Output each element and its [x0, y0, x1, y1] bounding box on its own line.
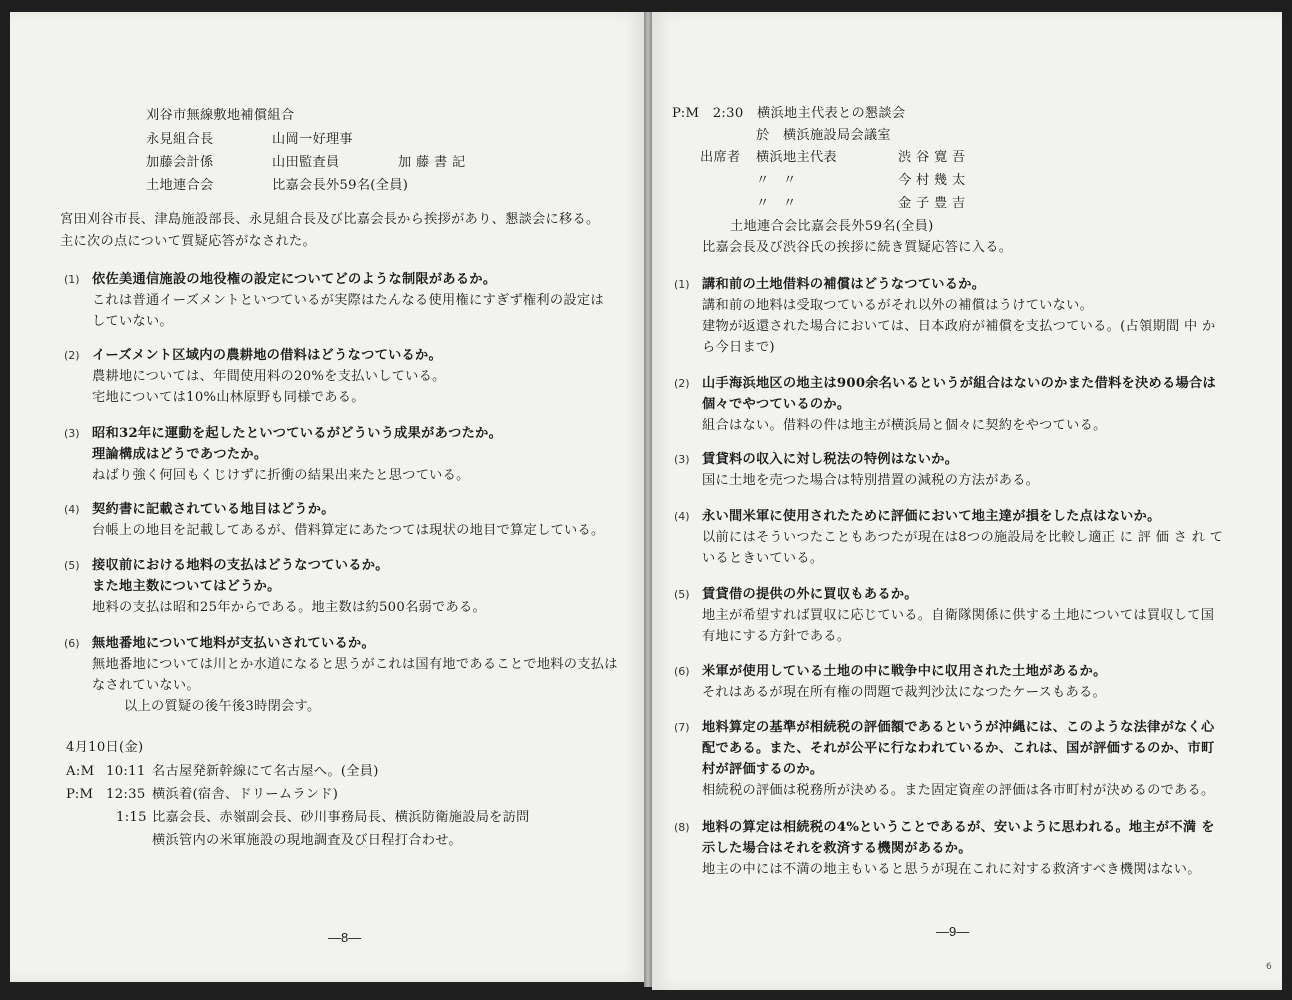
- question-number: (2): [674, 377, 690, 390]
- answer-text: ねばり強く何回もくじけずに折衝の結果出来たと思つている。: [92, 468, 470, 483]
- answer-text: ら今日まで): [702, 340, 775, 355]
- answer-text: いるときいている。: [702, 551, 824, 566]
- answer-text: 組合はない。借料の件は地主が横浜局と個々に契約をやつている。: [702, 418, 1107, 433]
- page-number: —8—: [328, 930, 362, 945]
- meeting-header: P:M 2:30 横浜地主代表との懇談会: [672, 106, 906, 121]
- question-number: (4): [674, 510, 690, 523]
- answer-text: 相続税の評価は税務所が決める。また固定資産の評価は各市町村が決めるのである。: [702, 783, 1215, 798]
- intro-line: 比嘉会長及び渋谷氏の挨拶に続き質疑応答に入る。: [702, 240, 1013, 255]
- attendee-name: 渋 谷 寛 吾: [898, 150, 966, 165]
- question-text: 米軍が使用している土地の中に戦争中に収用された土地があるか。: [702, 664, 1107, 679]
- answer-text: 以前にはそういつたこともあつたが現在は8つの施設局を比較し適正 に 評 価 さ れ て: [702, 530, 1224, 545]
- schedule-text: 比嘉会長、赤嶺副会長、砂川事務局長、横浜防衛施設局を訪問: [152, 810, 530, 825]
- answer-text: これは普通イーズメントといつているが実際はたんなる使用権にすぎず権利の設定は: [92, 293, 604, 308]
- schedule-text: 横浜着(宿舎、ドリームランド): [152, 787, 339, 802]
- question-text: 地料算定の基準が相続税の評価額であるというが沖縄には、このような法律がなく心: [702, 720, 1215, 735]
- question-number: (5): [64, 559, 80, 572]
- attendees-label: 出席者: [700, 150, 741, 165]
- schedule-text: 名古屋発新幹線にて名古屋へ。(全員): [152, 764, 379, 779]
- question-text: 理論構成はどうであつたか。: [92, 447, 268, 462]
- answer-text: 講和前の地料は受取つているがそれ以外の補償はうけていない。: [702, 298, 1094, 313]
- member-value: 山岡一好理事: [272, 132, 353, 147]
- question-text: 山手海浜地区の地主は900余名いるというが組合はないのかまた借料を決める場合は: [702, 376, 1216, 391]
- question-text: 示した場合はそれを救済する機関があるか。: [702, 841, 972, 856]
- schedule-ampm: P:M: [66, 787, 94, 802]
- question-number: (8): [674, 821, 690, 834]
- member-label: 永見組合長: [146, 132, 214, 147]
- question-number: (1): [674, 278, 690, 291]
- right-page: [652, 12, 1282, 990]
- intro-line: 宮田刈谷市長、津島施設部長、永見組合長及び比嘉会長から挨拶があり、懇談会に移る。: [60, 212, 600, 227]
- meeting-venue: 於 横浜施設局会議室: [756, 128, 891, 143]
- question-text: 賃貸借の提供の外に買収もあるか。: [702, 587, 918, 602]
- schedule-time: 1:15: [116, 810, 147, 825]
- answer-text: 有地にする方針である。: [702, 629, 851, 644]
- answer-text: 台帳上の地目を記載してあるが、借料算定にあたつては現状の地目で算定している。: [92, 523, 605, 538]
- answer-text: 地主の中には不満の地主もいると思うが現在これに対する救済すべき機関はない。: [702, 862, 1201, 877]
- question-text: イーズメント区域内の農耕地の借料はどうなつているか。: [92, 348, 443, 363]
- question-text: 依佐美通信施設の地役権の設定についてどのような制限があるか。: [92, 272, 497, 287]
- ditto-mark: 〃 〃: [756, 196, 797, 211]
- question-text: 配である。また、それが公平に行なわれているか、これは、国が評価するのか、市町: [702, 741, 1215, 756]
- schedule-time: 10:11: [106, 764, 146, 779]
- question-text: 講和前の土地借料の補償はどうなつているか。: [702, 277, 986, 292]
- answer-text: 無地番地については川とか水道になると思うがこれは国有地であることで地料の支払は: [92, 657, 618, 672]
- attendees-extra: 土地連合会比嘉会長外59名(全員): [730, 219, 934, 234]
- question-number: (1): [64, 273, 80, 286]
- answer-text: 地主が希望すれば買収に応じている。自衛隊関係に供する土地については買収して国: [702, 608, 1215, 623]
- ditto-mark: 〃 〃: [756, 173, 797, 188]
- question-text: また地主数についてはどうか。: [92, 579, 281, 594]
- page-number: —9—: [936, 924, 970, 939]
- member-label: 土地連合会: [146, 178, 214, 193]
- member-value: 山田監査員: [272, 155, 340, 170]
- question-text: 賃貸料の収入に対し税法の特例はないか。: [702, 452, 959, 467]
- answer-text: 国に土地を売つた場合は特別措置の減税の方法がある。: [702, 473, 1040, 488]
- question-text: 昭和32年に運動を起したといつているがどういう成果があつたか。: [92, 426, 503, 441]
- attendees-group: 横浜地主代表: [756, 150, 837, 165]
- answer-text: 建物が返還された場合においては、日本政府が補償を支払つている。(占領期間 中 か: [702, 319, 1216, 334]
- question-text: 無地番地について地料が支払いされているか。: [92, 636, 375, 651]
- question-number: (4): [64, 503, 80, 516]
- question-number: (5): [674, 588, 690, 601]
- answer-text: 宅地については10%山林原野も同様である。: [92, 390, 365, 405]
- question-text: 個々でやつているのか。: [702, 397, 851, 412]
- question-text: 地料の算定は相続税の4%ということであるが、安いように思われる。地主が不満 を: [702, 820, 1215, 835]
- question-number: (3): [64, 427, 80, 440]
- question-number: (7): [674, 721, 690, 734]
- question-text: 永い間米軍に使用されたために評価において地主達が損をした点はないか。: [702, 509, 1161, 524]
- schedule-text: 横浜管内の米軍施設の現地調査及び日程打合わせ。: [152, 833, 462, 848]
- question-number: (2): [64, 349, 80, 362]
- question-number: (3): [674, 453, 690, 466]
- answer-text: 農耕地については、年間使用料の20%を支払いしている。: [92, 369, 446, 384]
- member-extra: 加 藤 書 記: [398, 155, 466, 170]
- question-text: 契約書に記載されている地目はどうか。: [92, 502, 335, 517]
- question-number: (6): [674, 665, 690, 678]
- answer-text: それはあるが現在所有権の問題で裁判沙汰になつたケースもある。: [702, 685, 1106, 700]
- answer-text: 地料の支払は昭和25年からである。地主数は約500名弱である。: [92, 600, 486, 615]
- question-text: 村が評価するのか。: [702, 762, 824, 777]
- closing-text: 以上の質疑の後午後3時閉会す。: [124, 699, 321, 714]
- member-value: 比嘉会長外59名(全員): [272, 178, 409, 193]
- book-gutter: [644, 12, 652, 987]
- schedule-ampm: A:M: [66, 764, 95, 779]
- member-org: 刈谷市無線敷地補償組合: [146, 108, 295, 123]
- member-label: 加藤会計係: [146, 155, 214, 170]
- left-page: [10, 12, 644, 982]
- attendee-name: 金 子 豊 吉: [898, 196, 966, 211]
- intro-line: 主に次の点について質疑応答がなされた。: [60, 234, 316, 249]
- date-heading: 4月10日(金): [66, 740, 144, 755]
- question-number: (6): [64, 637, 80, 650]
- answer-text: していない。: [92, 314, 173, 329]
- schedule-time: 12:35: [106, 787, 146, 802]
- attendee-name: 今 村 幾 太: [898, 173, 966, 188]
- answer-text: なされていない。: [92, 678, 200, 693]
- question-text: 接収前における地料の支払はどうなつているか。: [92, 558, 389, 573]
- corner-mark: 6: [1266, 962, 1272, 972]
